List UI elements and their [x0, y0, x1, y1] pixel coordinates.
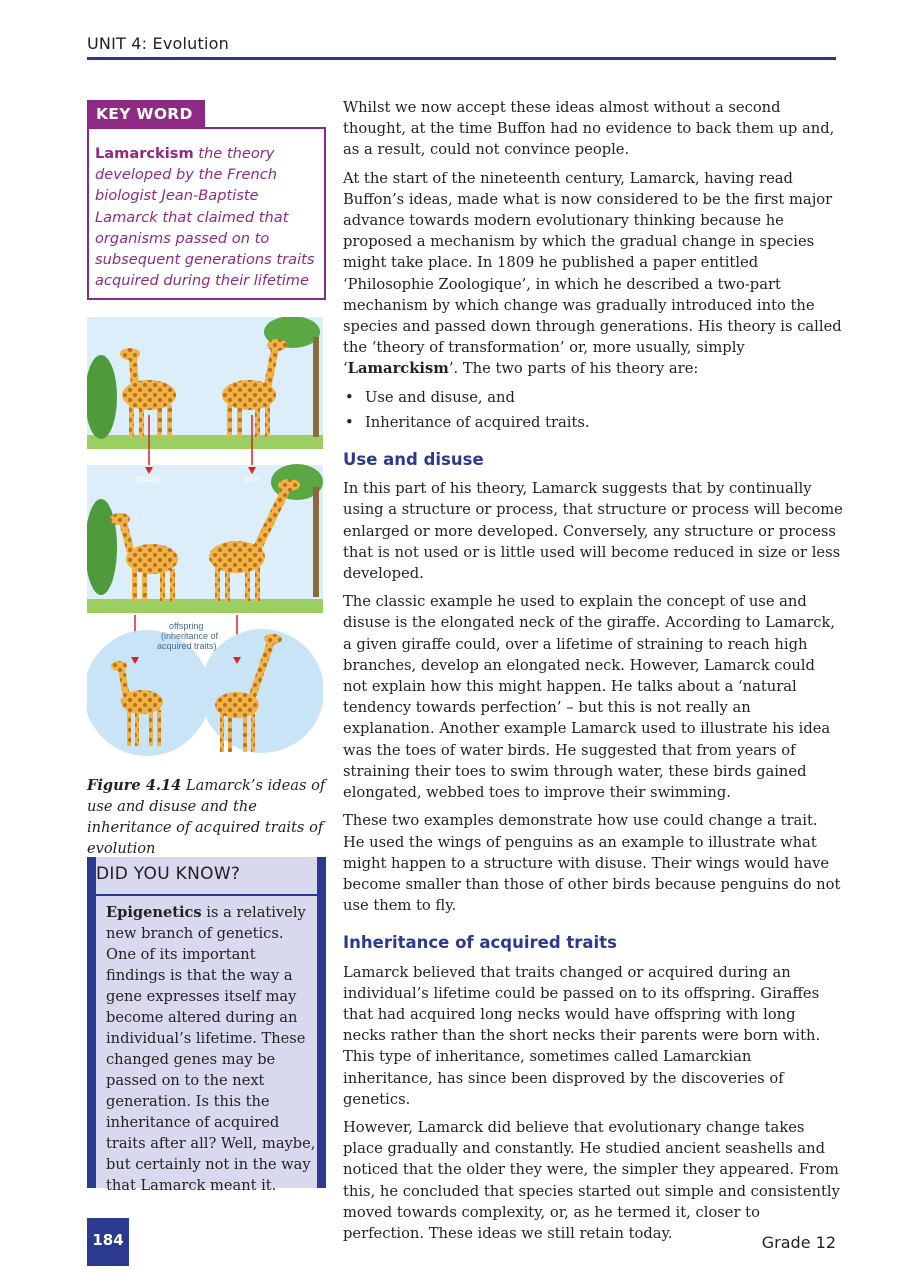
panel-parents	[87, 317, 323, 467]
paragraph-5: These two examples demonstrate how use could change a trait. He used the wings of penguins as an example to illustrate what might happen to a structure with disuse. Their wings would have become smaller than those of other birds because penguins do not use them to fly.	[343, 812, 841, 915]
label-use: use	[244, 474, 259, 484]
figure-caption	[87, 775, 332, 859]
panel-offspring	[87, 621, 323, 756]
did-you-know-text	[106, 902, 316, 1196]
label-disuse: disuse	[135, 474, 162, 484]
paragraph-2	[343, 168, 843, 380]
figure-caption-text: Lamarck’s ideas of use and disuse and the inheritance of acquired traits of evolution	[87, 777, 326, 857]
paragraph-6: Lamarck believed that traits changed or acquired during an individual’s lifetime could be passed on to its offspring. Giraffes that had acquired long necks would have offspring with long necks rather than the short necks their parents were born with. This type of inheritance, sometimes called Lamarckian inheritance, has since been disproved by the discoveries of genetics.	[343, 963, 821, 1108]
theory-parts-list	[343, 387, 843, 433]
paragraph-2-term: Lamarckism	[347, 360, 449, 378]
paragraph-3: In this part of his theory, Lamarck suggests that by continually using a structure or process, that structure or process will become enlarged or more developed. Conversely, any structure or process that is not used or is little used will become reduced in size or less developed.	[343, 480, 843, 583]
unit-title: UNIT 4: Evolution	[87, 34, 229, 53]
label-offspring-3: acquired traits)	[157, 641, 217, 651]
key-word-box	[87, 127, 326, 300]
label-offspring-1: offspring	[169, 621, 204, 631]
paragraph-4: The classic example he used to explain the concept of use and disuse is the elongated neck of the giraffe. According to Lamarck, a given giraffe could, over a lifetime of straining to reach high branches, develop an elongated neck. However, Lamarck could not explain how this might happen. He talks about a ‘natural tendency towards perfection’ – but this is not really an explanation. Another example Lamarck used to illustrate his idea was the toes of water birds. He suggested that from years of straining their toes to swim through water, these birds gained elongated, webbed toes to improve their swimming.	[343, 593, 836, 802]
paragraph-1: Whilst we now accept these ideas almost without a second thought, at the time Buffon had no evidence to back them up and, as a result, could not convince people.	[343, 99, 835, 159]
key-word-definition: the theory developed by the French biologist Jean-Baptiste Lamarck that claimed that organisms passed on to subsequent generations traits acquired during their lifetime	[95, 145, 315, 290]
giraffe-figure	[87, 317, 323, 767]
list-item: • Use and disuse, and	[343, 387, 843, 408]
did-you-know-term: Epigenetics	[106, 904, 202, 921]
figure-caption-label: Figure 4.14	[87, 777, 182, 794]
key-word-tab: KEY WORD	[87, 100, 205, 128]
paragraph-2-start: At the start of the nineteenth century, Lamarck, having read Buffon’s ideas, made what is now considered to be the first major advance towards modern evolutionary thinking because he proposed a mechanism by which the gradual change in species might take place. In 1809 he published a paper entitled ‘Philosophie Zoologique’, in which he described a two-part mechanism by which change was gradually introduced into the species and passed down through generations. His theory is called the ‘theory of transformation’ or, more usually, simply ‘	[343, 169, 842, 378]
main-column	[343, 97, 843, 1251]
did-you-know-body: is a relatively new branch of genetics. One of its important findings is that the way a gene expresses itself may become altered during an individual’s lifetime. These changed genes may be passed on to the next generation. Is this the inheritance of acquired traits after all? Well, maybe, but certainly not in the way that Lamarck meant it.	[106, 904, 316, 1194]
heading-use-and-disuse: Use and disuse	[343, 450, 484, 470]
heading-inheritance: Inheritance of acquired traits	[343, 933, 617, 953]
key-word-term: Lamarckism	[95, 145, 194, 162]
paragraph-2-end: ’. The two parts of his theory are:	[448, 360, 699, 378]
did-you-know-title: DID YOU KNOW?	[96, 864, 241, 884]
header-divider	[87, 57, 836, 60]
grade-label: Grade 12	[761, 1233, 836, 1252]
label-offspring-2: (inheritance of	[161, 631, 219, 641]
list-item: • Inheritance of acquired traits.	[343, 412, 843, 433]
page-number: 184	[87, 1218, 129, 1266]
paragraph-7: However, Lamarck did believe that evolutionary change takes place gradually and constantly. He studied ancient seashells and noticed that the older they were, the simpler they appeared. From this, he concluded that species started out simple and consistently moved towards complexity, or, as he termed it, closer to perfection. These ideas we still retain today.	[343, 1118, 840, 1242]
did-you-know-divider	[96, 894, 317, 896]
